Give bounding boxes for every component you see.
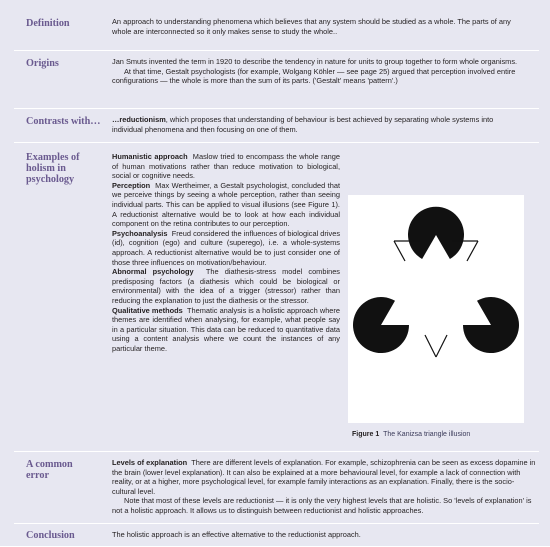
row-label: Examples of holism in psychology: [26, 152, 80, 185]
origins-paragraph-1: Jan Smuts invented the term in 1920 to describe the tendency in nature for units to group together to form whole organisms.: [112, 57, 518, 66]
row-label: A common error: [26, 459, 73, 481]
example-text: Max Wertheimer, a Gestalt psychologist, concluded that we perceive things by seeing a whole perception, rather than seeing individual parts. This can be applied to visual illusions (see Figure 1). A reductionist alternative would be to look at how each individual component on the retina contributes to our perception.: [112, 180, 340, 229]
example-perception: [112, 181, 340, 229]
example-heading: Abnormal psychology: [112, 267, 194, 277]
row-contrasts: [14, 108, 539, 143]
row-common-error: [14, 451, 539, 524]
row-content: [112, 17, 520, 36]
bottom-left-pacman: [353, 297, 409, 353]
common-error-paragraph-1: [112, 458, 537, 496]
example-heading: Qualitative methods: [112, 305, 183, 315]
row-label: Origins: [26, 58, 59, 69]
triangle-edge: [467, 241, 478, 261]
example-text: Thematic analysis is a holistic approach where themes are identified when analysing, for example, what people say in a particular situation. This data can be reduced to quantitative data using a content analysis where we count the instances of any particular theme.: [112, 305, 340, 353]
example-humanistic: [112, 152, 340, 181]
contrasts-body: , which proposes that understanding of behaviour is best achieved by separating whole systems into individual phenomena and then focusing on one of them.: [112, 115, 494, 134]
example-abnormal: [112, 267, 340, 305]
triangle-edge: [394, 241, 405, 261]
row-conclusion: [14, 523, 539, 547]
figure-caption: [352, 430, 470, 439]
row-content: [112, 530, 520, 540]
example-qualitative: [112, 306, 340, 354]
example-psychoanalysis: [112, 229, 340, 267]
common-error-paragraph-2: Note that most of these levels are reductionist — it is only the very highest levels that are holistic. So 'levels of explanation' is not a holistic approach. It allows us to distinguish between reductionist and holistic approaches.: [112, 496, 532, 515]
common-error-text: There are different levels of explanation. For example, schizophrenia can be seen as excess dopamine in the brain (lower level explanation). It can also be explained at a more behavioural level, for example a lack of connection with reality, or at a higher, more psychological level, for example family interactions as an explanation. Finally, there is the socio-cultural level.: [112, 458, 536, 496]
row-origins: [14, 50, 539, 109]
contrasts-term: …reductionism: [112, 115, 166, 124]
triangle-edge: [436, 335, 447, 357]
row-content: [112, 152, 340, 353]
common-error-heading: Levels of explanation: [112, 458, 188, 467]
row-label: Definition: [26, 18, 70, 29]
row-content: [112, 115, 520, 134]
contrasts-text: [112, 115, 520, 134]
origins-paragraph-2: At that time, Gestalt psychologists (for example, Wolgang Köhler — see page 25) argued that perception involved entire configurations — the whole is more than the sum of its parts. ('Gestalt' means 'pattern'.): [112, 66, 516, 86]
bottom-right-pacman: [463, 297, 519, 353]
row-content: [112, 458, 537, 516]
row-label: Contrasts with…: [26, 116, 101, 127]
example-heading: Psychoanalysis: [112, 228, 168, 238]
conclusion-text: The holistic approach is an effective alternative to the reductionist approach.: [112, 530, 361, 539]
example-text: Freud considered the influences of biological drives (id), cognition (ego) and culture (superego), i.e. a whole-systems approach. A reductionist alternative would be to just consider one of those three influences on motivation/behaviour.: [112, 228, 341, 267]
example-heading: Perception: [112, 180, 151, 190]
definition-text: An approach to understanding phenomena which believes that any system should be studied as a whole. The parts of any whole are interconnected so it only makes sense to study the whole..: [112, 17, 511, 36]
top-pacman: [408, 207, 464, 259]
figure-caption-text: The Kanizsa triangle illusion: [383, 431, 471, 438]
row-content: [112, 57, 520, 86]
row-definition: [14, 0, 539, 50]
figure-label: Figure 1: [352, 431, 380, 438]
kanizsa-figure: [348, 195, 524, 423]
kanizsa-triangle-image: [348, 195, 524, 423]
example-heading: Humanistic approach: [112, 152, 188, 161]
row-label: Conclusion: [26, 530, 75, 541]
triangle-edge: [425, 335, 436, 357]
example-text: Maslow tried to encompass the whole range of human motivations rather than reduce motivation to biological, social or cognitive needs.: [112, 152, 341, 181]
example-text: The diathesis-stress model combines predisposing factors (a diathesis which could be biological or environmental) with the idea of a trigger (stressor) rather than reducing the explanation to just the diathesis or the stressor.: [112, 267, 341, 305]
